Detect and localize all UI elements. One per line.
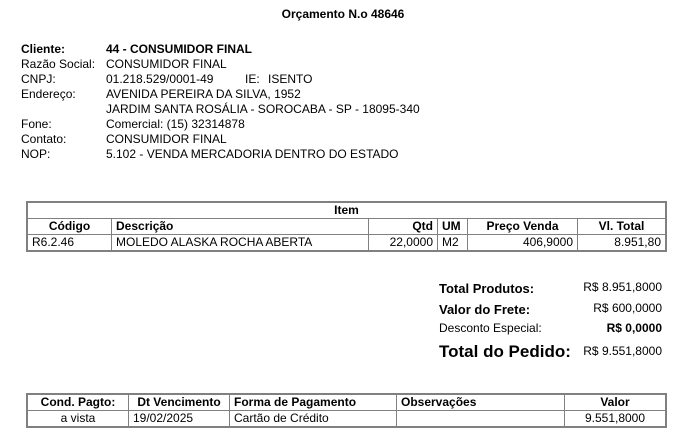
endereco-label: Endereço: (21, 87, 76, 101)
col-um: UM (438, 219, 468, 235)
cnpj-label: CNPJ: (21, 72, 56, 86)
contato-label: Contato: (21, 132, 67, 146)
col-forma: Forma de Pagamento (230, 394, 397, 411)
cell-codigo: R6.2.46 (27, 235, 112, 252)
cell-um: M2 (438, 235, 468, 252)
col-cond: Cond. Pagto: (27, 394, 129, 411)
cliente-value: 44 - CONSUMIDOR FINAL (106, 42, 253, 56)
cliente-label: Cliente: (21, 42, 66, 56)
col-vencimento: Dt Vencimento (129, 394, 230, 411)
nop-label: NOP: (21, 147, 51, 161)
col-obs: Observações (397, 394, 565, 411)
ie-value: ISENTO (268, 72, 313, 86)
total-pedido-value: R$ 9.551,8000 (583, 344, 662, 358)
col-qtd: Qtd (369, 219, 438, 235)
payment-table (26, 393, 667, 428)
desconto-value: R$ 0,0000 (606, 321, 662, 335)
cell-obs (397, 411, 565, 428)
cell-valor: 9.551,8000 (565, 411, 667, 428)
col-codigo: Código (27, 219, 112, 235)
col-valor: Valor (565, 394, 667, 411)
desconto-label: Desconto Especial: (439, 321, 542, 335)
cnpj-value: 01.218.529/0001-49 (106, 72, 214, 86)
table-row (27, 411, 666, 428)
total-produtos-value: R$ 8.951,8000 (583, 280, 662, 294)
endereco-line2: JARDIM SANTA ROSÁLIA - SOROCABA - SP - 18095-340 (106, 102, 420, 116)
items-table (26, 201, 667, 252)
col-preco: Preço Venda (468, 219, 578, 235)
nop-value: 5.102 - VENDA MERCADORIA DENTRO DO ESTADO (106, 147, 399, 161)
razao-value: CONSUMIDOR FINAL (106, 57, 227, 71)
fone-label: Fone: (21, 117, 52, 131)
cell-preco: 406,9000 (468, 235, 578, 252)
cell-total: 8.951,80 (578, 235, 667, 252)
col-total: Vl. Total (578, 219, 667, 235)
cell-descricao: MOLEDO ALASKA ROCHA ABERTA (112, 235, 369, 252)
table-row (27, 235, 666, 252)
cell-forma: Cartão de Crédito (230, 411, 397, 428)
frete-label: Valor do Frete: (439, 302, 531, 317)
total-pedido-label: Total do Pedido: (439, 342, 571, 361)
fone-value: Comercial: (15) 32314878 (106, 117, 245, 131)
contato-value: CONSUMIDOR FINAL (106, 132, 227, 146)
frete-value: R$ 600,0000 (593, 301, 662, 315)
cell-cond: a vista (27, 411, 129, 428)
cell-qtd: 22,0000 (369, 235, 438, 252)
razao-label: Razão Social: (21, 57, 96, 71)
document-title: Orçamento N.o 48646 (281, 7, 405, 21)
total-produtos-label: Total Produtos: (439, 281, 535, 296)
ie-label: IE: (245, 72, 260, 86)
endereco-line1: AVENIDA PEREIRA DA SILVA, 1952 (106, 87, 301, 101)
cell-vencimento: 19/02/2025 (129, 411, 230, 428)
items-caption: Item (27, 202, 666, 219)
col-descricao: Descrição (112, 219, 369, 235)
